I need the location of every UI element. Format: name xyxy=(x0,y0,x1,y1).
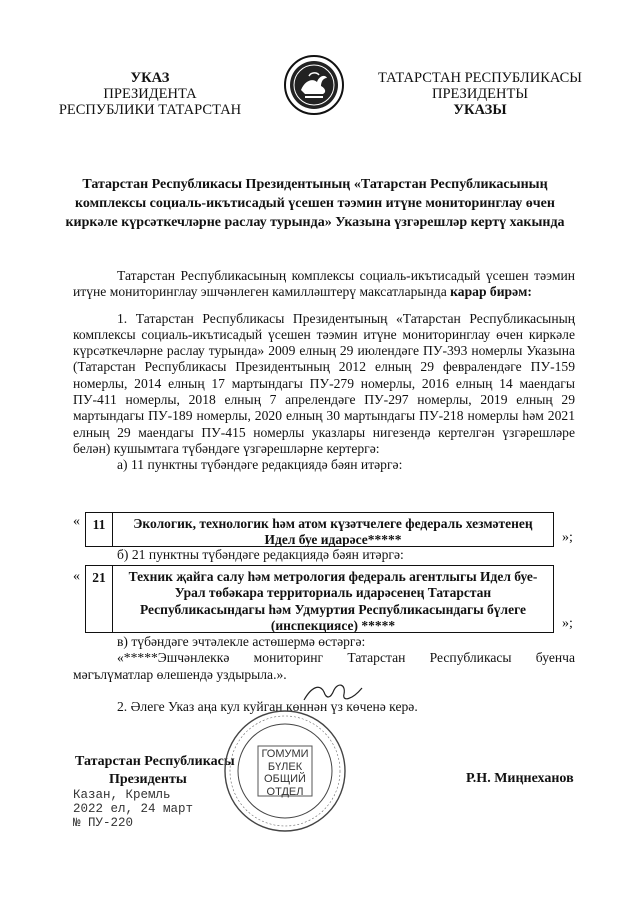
sub-item-c: в) түбәндәге эчтәлекле астөшермә өстәргә: xyxy=(117,634,366,649)
handwritten-signature xyxy=(300,678,370,708)
intro-text: Татарстан Республикасының комплексы социаль-икътисадый үсешен тәэмин итүне мониторинглау эшчәнлеген камилләштерү максатларында xyxy=(73,268,575,300)
signature-role xyxy=(75,753,235,789)
item-1: 1. Татарстан Республикасы Президентының «Татарстан Республикасының комплексы социаль-икътисадый үсешен тәэмин итүне мониторинглау өчен киркәле күрсәткечләрне раслау турында» 2009 елның 29 июлендәге ПУ-393 номерлы Указына (Татарстан Республикасы Президентының 2012 елның 29 февралендәге ПУ-159 номерлы, 2014 елның 17 мартындагы ПУ-279 номерлы, 2016 елның 14 маендагы ПУ-411 номерлы, 2018 елның 7 апрелендәге ПУ-297 номерлы, 2019 елның 29 мартындагы ПУ-189 номерлы, 2020 елның 30 мартындагы ПУ-218 номерлы һәм 2021 елның 29 маендагы ПУ-415 номерлы указлары нигезендә кертелгән үзгәрешләре белән) кушымтага түбәндәге үзгәрешләрне кертергә: xyxy=(73,310,575,456)
header-left xyxy=(40,70,260,118)
decree-number: № ПУ-220 xyxy=(73,816,134,830)
stamp-line1: ГОМУМИ xyxy=(261,748,309,760)
item-2: 2. Әлеге Указ аңа кул куйган көннән үз көченә керә. xyxy=(117,698,418,714)
signatory-name: Р.Н. Миңнеханов xyxy=(466,771,574,786)
row-21-text: Техник җайга салу һәм метрология федераль агентлыгы Идел буе-Урал төбәкара территориаль идарәсенең Татарстан Республикасындагы һәм Удмуртия Республикасындагы бүлеге (инспекциясе) ***** xyxy=(128,569,538,633)
row-21-number: 21 xyxy=(86,566,113,632)
row11-open-quote: « xyxy=(73,514,80,529)
sub-item-b-wrap xyxy=(73,547,575,563)
stamp-text xyxy=(258,748,312,798)
header-left-line2: ПРЕЗИДЕНТА xyxy=(103,86,197,102)
header-right xyxy=(355,70,605,118)
intro-bold: карар бирәм: xyxy=(450,284,532,300)
sub-item-b: б) 21 пунктны түбәндәге редакциядә бәян итәргә: xyxy=(117,547,404,562)
official-stamp xyxy=(222,708,348,834)
place-date-block xyxy=(73,788,193,830)
header-right-line2: ПРЕЗИДЕНТЫ xyxy=(431,86,529,102)
row-11-table xyxy=(85,512,554,547)
row-11-number: 11 xyxy=(86,513,113,546)
header-left-line1: УКАЗ xyxy=(130,70,170,86)
document-body xyxy=(73,268,575,474)
row-21-table xyxy=(85,565,554,633)
header-left-line3: РЕСПУБЛИКИ ТАТАРСТАН xyxy=(58,102,242,118)
signature-role-line1: Татарстан Республикасы xyxy=(75,754,235,769)
row21-open-quote: « xyxy=(73,569,80,584)
row-11-text: Экологик, технологик һәм атом күзәтчелеге федераль хезмәтенең Идел буе идарәсе***** xyxy=(133,516,533,548)
footnote-text: «*****Эшчәнлеккә мониторинг Татарстан Республикасы буенча мәгълүматлар өлешендә уздырыла.». xyxy=(73,650,575,682)
signature-role-line2: Президенты xyxy=(109,772,187,787)
stamp-line3: ОБЩИЙ xyxy=(264,773,306,785)
stamp-line4: ОТДЕЛ xyxy=(266,785,304,798)
document-title: Татарстан Республикасы Президентының «Татарстан Республикасының комплексы социаль-икътисадый үсешен тәэмин итүне мониторинглау өчен киркәле күрсәткечләрне раслау турында» Указына үзгәрешләр кертү хакында xyxy=(65,177,565,230)
intro-paragraph xyxy=(73,268,575,301)
row21-close-quote: »; xyxy=(562,616,573,631)
stamp-line2: БҮЛЕК xyxy=(267,760,303,773)
coat-of-arms-emblem xyxy=(283,54,345,116)
header-right-line3: УКАЗЫ xyxy=(453,102,507,118)
row11-close-quote: »; xyxy=(562,530,573,545)
date: 2022 ел, 24 март xyxy=(73,802,194,816)
sub-item-a: а) 11 пунктны түбәндәге редакциядә бәян итәргә: xyxy=(117,457,403,473)
header-right-line1: ТАТАРСТАН РЕСПУБЛИКАСЫ xyxy=(378,70,582,86)
place: Казан, Кремль xyxy=(73,788,171,802)
